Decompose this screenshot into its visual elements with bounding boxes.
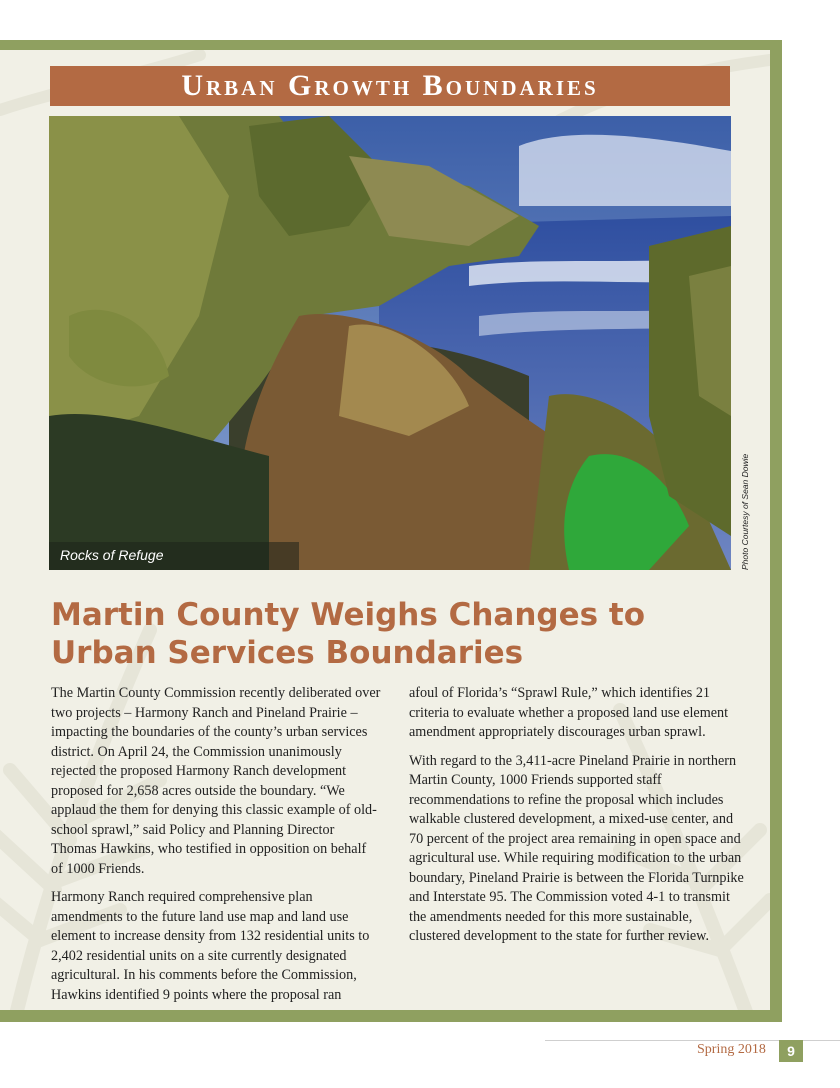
photo-credit: Photo Courtesy of Sean Dowie — [740, 453, 750, 570]
photo-caption-box — [49, 542, 299, 570]
footer-issue-season: Spring 2018 — [697, 1042, 766, 1057]
article-paragraph: afoul of Florida’s “Sprawl Rule,” which identifies 21 criteria to evaluate whether a proposed land use element amendment appropriately discourages urban sprawl. — [409, 685, 729, 740]
page-number: 9 — [787, 1043, 795, 1059]
article-paragraph: Harmony Ranch required comprehensive plan amendments to the future land use map and land use element to increase density from 132 residential units to 2,402 residential units on a site currently designated agricultural. In his comments before the Commission, Hawkins identified 9 points where the proposal ran — [51, 889, 370, 1003]
page-number-badge — [779, 1040, 803, 1062]
section-banner-title: Urban Growth Boundaries — [181, 69, 599, 102]
headline-line-1: Martin County Weighs Changes to — [51, 597, 645, 633]
coastal-rocks-photo — [49, 116, 731, 570]
rocks-illustration — [49, 116, 731, 570]
article-column-right — [409, 684, 744, 956]
headline-line-2: Urban Services Boundaries — [51, 635, 524, 671]
article-headline — [51, 596, 751, 672]
article-paragraph: The Martin County Commission recently deliberated over two projects – Harmony Ranch and Pineland Prairie – impacting the boundaries of the county’s urban services district. On April 24, the Commission unanimously rejected the proposed Harmony Ranch development proposed for 2,658 acres outside the boundary. “We applaud the them for denying this classic example of old-school sprawl,” said Policy and Planning Director Thomas Hawkins, who testified in opposition on behalf of 1000 Friends. — [51, 685, 381, 877]
article-column-left — [51, 684, 381, 1014]
article-paragraph: With regard to the 3,411-acre Pineland Prairie in northern Martin County, 1000 Friends supported staff recommendations to refine the proposal which includes walkable clustered development, a mixed-use center, and 70 percent of the project area remaining in open space and agricultural use. While requiring modification to the urban boundary, Pineland Prairie is between the Florida Turnpike and Interstate 95. The Commission voted 4-1 to transmit the amendments needed for this more sustainable, clustered development to the state for further review. — [409, 752, 744, 944]
section-banner — [50, 66, 730, 106]
photo-caption: Rocks of Refuge — [60, 547, 164, 563]
